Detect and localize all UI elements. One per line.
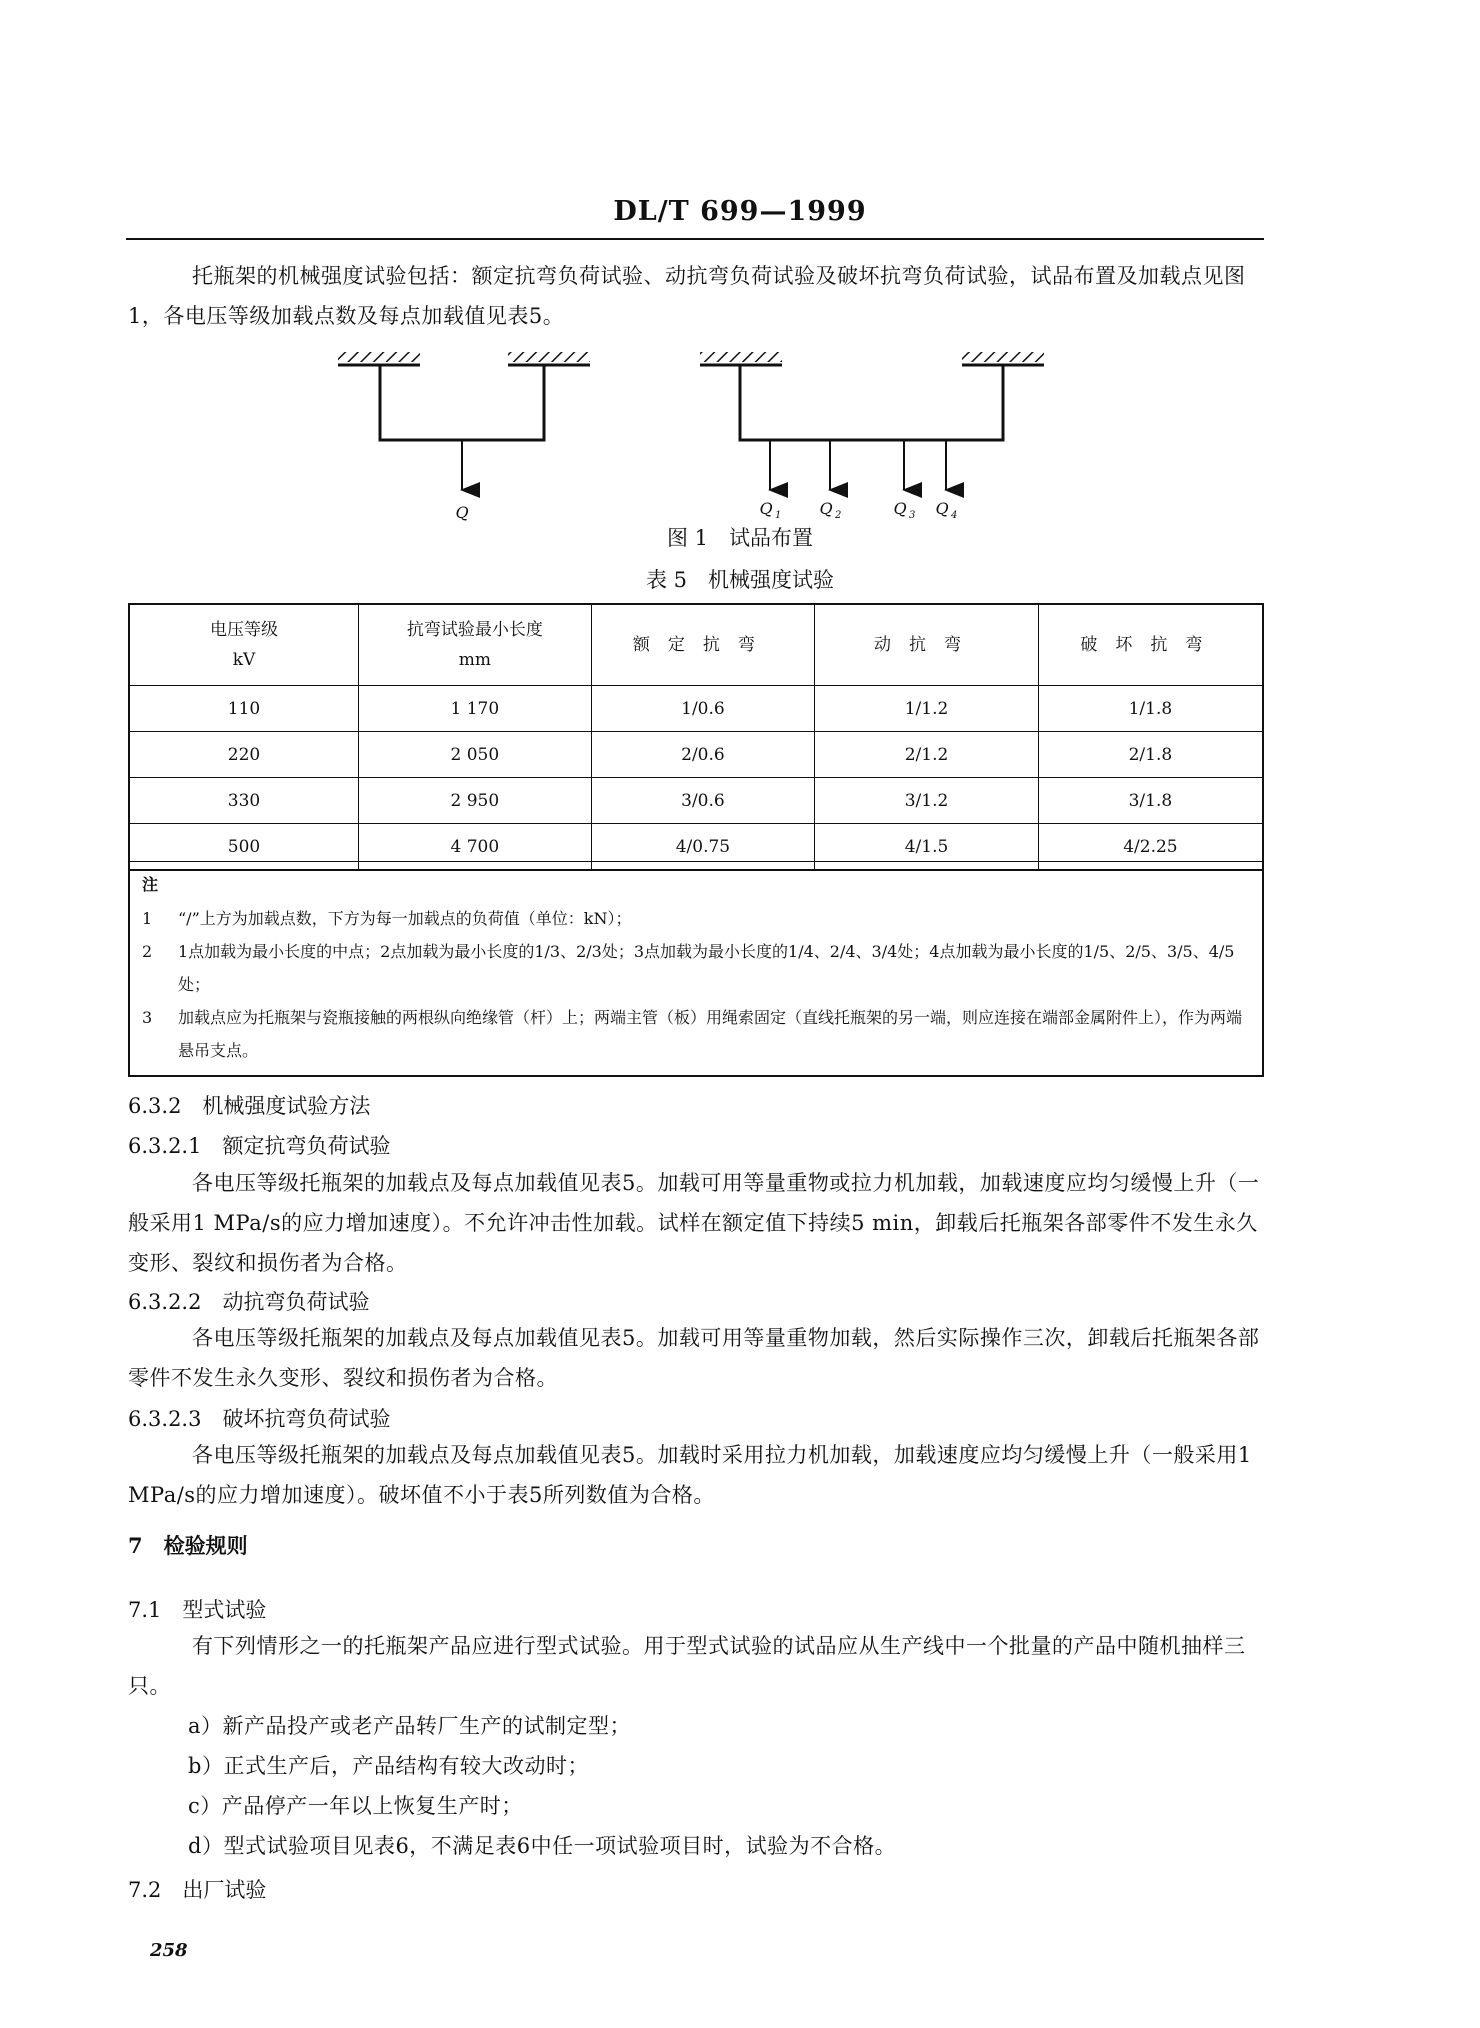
cell-length: 2 950: [359, 778, 592, 824]
heading-6-3-2-1: 6.3.2.1 额定抗弯负荷试验: [128, 1134, 391, 1158]
header-dynamic: 动抗弯: [815, 604, 1039, 686]
header-voltage: 电压等级 kV: [129, 604, 359, 686]
cell-voltage: 500: [129, 824, 359, 871]
cell-dynamic: 3/1.2: [815, 778, 1039, 824]
header-rule: [126, 238, 1264, 240]
list-item: b）正式生产后，产品结构有较大改动时；: [188, 1754, 589, 1778]
support-left-b: [508, 352, 590, 365]
cell-failure: 3/1.8: [1038, 778, 1263, 824]
page-number: 258: [150, 1940, 188, 1961]
cell-length: 4 700: [359, 824, 592, 871]
label-q2-sub: 2: [835, 510, 842, 521]
cell-length: 2 050: [359, 732, 592, 778]
list-item: c）产品停产一年以上恢复生产时；: [188, 1794, 523, 1818]
cell-failure: 2/1.8: [1038, 732, 1263, 778]
cell-failure: 1/1.8: [1038, 686, 1263, 732]
label-q2: Q: [819, 499, 833, 518]
intro-paragraph: 托瓶架的机械强度试验包括：额定抗弯负荷试验、动抗弯负荷试验及破坏抗弯负荷试验，试品布置及加载点见图1，各电压等级加载点数及每点加载值见表5。: [128, 264, 1246, 328]
frame-left: [380, 365, 544, 440]
label-q3: Q: [893, 499, 907, 518]
table-row: [129, 778, 1263, 824]
cell-dynamic: 4/1.5: [815, 824, 1039, 871]
paragraph-6-3-2-2: 各电压等级托瓶架的加载点及每点加载值见表5。加载可用等量重物加载，然后实际操作三次，卸载后托瓶架各部零件不发生永久变形、裂纹和损伤者为合格。: [128, 1326, 1260, 1390]
support-right-b: [962, 352, 1044, 365]
cell-rated: 1/0.6: [591, 686, 815, 732]
table-caption: 表 5 机械强度试验: [645, 568, 835, 592]
label-q4-sub: 4: [951, 510, 958, 521]
table-notes: [128, 861, 1264, 1077]
label-q3-sub: 3: [909, 510, 916, 521]
cell-rated: 2/0.6: [591, 732, 815, 778]
cell-length: 1 170: [359, 686, 592, 732]
cell-dynamic: 1/1.2: [815, 686, 1039, 732]
figure-1-diagram: [0, 340, 1480, 530]
label-q1-sub: 1: [775, 510, 782, 521]
label-q4: Q: [935, 499, 949, 518]
header-length: 抗弯试验最小长度 mm: [359, 604, 592, 686]
paragraph-7-1: 有下列情形之一的托瓶架产品应进行型式试验。用于型式试验的试品应从生产线中一个批量的产品中随机抽样三只。: [128, 1634, 1246, 1698]
paragraph-6-3-2-1: 各电压等级托瓶架的加载点及每点加载值见表5。加载可用等量重物或拉力机加载，加载速度应均匀缓慢上升（一般采用1 MPa/s的应力增加速度）。不允许冲击性加载。试样在额定值下持续5 min，卸载后托瓶架各部零件不发生永久变形、裂纹和损伤者为合格。: [128, 1171, 1260, 1275]
table-row: [129, 686, 1263, 732]
table-5: [128, 603, 1264, 871]
support-right-a: [700, 352, 782, 365]
notes-title: 注: [142, 875, 159, 894]
figure-caption: 图 1 试品布置: [666, 526, 814, 550]
paragraph-6-3-2-3: 各电压等级托瓶架的加载点及每点加载值见表5。加载时采用拉力机加载，加载速度应均匀缓慢上升（一般采用1 MPa/s的应力增加速度）。破坏值不小于表5所列数值为合格。: [128, 1443, 1252, 1507]
label-q: Q: [455, 503, 469, 522]
heading-7-1: 7.1 型式试验: [128, 1598, 267, 1622]
note-item: 3 加载点应为托瓶架与瓷瓶接触的两根纵向绝缘管（杆）上；两端主管（板）用绳索固定（直线托瓶架的另一端，则应连接在端部金属附件上），作为两端悬吊支点。: [142, 1008, 1243, 1060]
heading-6-3-2-2: 6.3.2.2 动抗弯负荷试验: [128, 1290, 370, 1314]
cell-rated: 4/0.75: [591, 824, 815, 871]
note-item: 2 1点加载为最小长度的中点；2点加载为最小长度的1/3、2/3处；3点加载为最小长度的1/4、2/4、3/4处；4点加载为最小长度的1/5、2/5、3/5、4/5处；: [142, 942, 1235, 994]
cell-voltage: 220: [129, 732, 359, 778]
header-failure: 破坏抗弯: [1038, 604, 1263, 686]
note-item: 1 “/”上方为加载点数，下方为每一加载点的负荷值（单位：kN）；: [142, 909, 632, 928]
running-header: DL/T 699—1999: [613, 196, 867, 227]
label-q1: Q: [759, 499, 773, 518]
cell-voltage: 330: [129, 778, 359, 824]
cell-rated: 3/0.6: [591, 778, 815, 824]
frame-right: [740, 365, 1003, 440]
table-header-row: [129, 604, 1263, 686]
heading-7: 7 检验规则: [128, 1533, 248, 1558]
list-item: a）新产品投产或老产品转厂生产的试制定型；: [188, 1714, 632, 1738]
cell-dynamic: 2/1.2: [815, 732, 1039, 778]
heading-7-2: 7.2 出厂试验: [128, 1878, 267, 1902]
heading-6-3-2-3: 6.3.2.3 破坏抗弯负荷试验: [128, 1407, 391, 1431]
heading-6-3-2: 6.3.2 机械强度试验方法: [128, 1094, 371, 1118]
table-row: [129, 732, 1263, 778]
cell-voltage: 110: [129, 686, 359, 732]
list-item: d）型式试验项目见表6，不满足表6中任一项试验项目时，试验为不合格。: [188, 1834, 897, 1858]
cell-failure: 4/2.25: [1038, 824, 1263, 871]
support-left-a: [338, 352, 420, 365]
header-rated: 额定抗弯: [591, 604, 815, 686]
